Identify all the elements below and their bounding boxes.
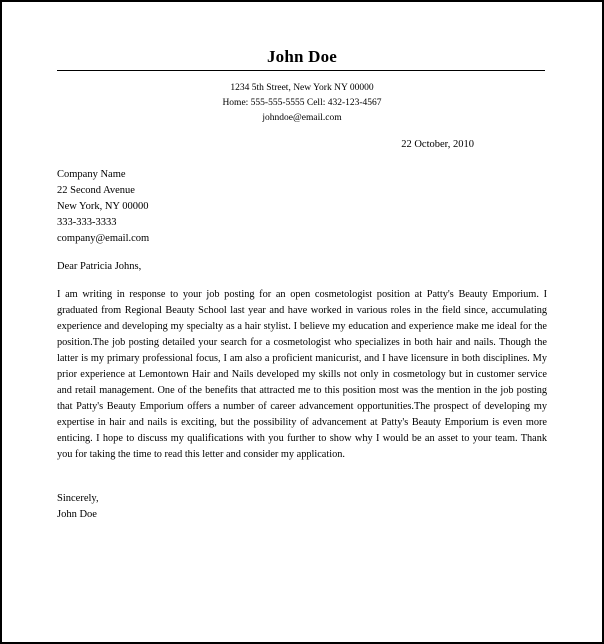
recipient-company: Company Name bbox=[57, 169, 126, 180]
recipient-email: company@email.com bbox=[57, 233, 150, 244]
sender-name-heading: John Doe bbox=[266, 47, 338, 66]
sender-email: johndoe@email.com bbox=[262, 113, 342, 123]
letter-body-paragraph: I am writing in response to your job posting for an open cosmetologist position at Patty's Beauty Emporium. I graduated from Regional Beauty School last year and have worked in various roles in the field since, accumulating experience and developing my specialty as a hair stylist. I believe my education and experience make me ideal for the position.The job posting detailed your search for a cosmetologist who specializes in both hair and nails. Though the latter is my primary professional focus, I am also a proficient manicurist, and I have licensure in both disciplines. My prior experience at Lemontown Hair and Nails developed my skills not only in cosmetology but in customer service and retail management. One of the benefits that attracted me to this position most was the mention in the job posting that Patty's Beauty Emporium offers a number of career advancement opportunities.The prospect of developing my expertise in hair and nails is exciting, but the possibility of advancement at Patty's Beauty Emporium is even more enticing. I hope to discuss my qualifications with you further to show why I would be an asset to your team. Thank you for taking the time to read this letter and consider my application. bbox=[57, 289, 547, 460]
letter-date: 22 October, 2010 bbox=[401, 139, 474, 150]
sender-address: 1234 5th Street, New York NY 00000 bbox=[230, 83, 374, 93]
closing-block bbox=[57, 491, 99, 523]
header-divider bbox=[57, 70, 545, 71]
recipient-street: 22 Second Avenue bbox=[57, 185, 135, 196]
closing-phrase: Sincerely, bbox=[57, 493, 99, 504]
recipient-phone: 333-333-3333 bbox=[57, 217, 117, 228]
recipient-block bbox=[57, 167, 149, 247]
signature-name: John Doe bbox=[57, 509, 97, 520]
recipient-city: New York, NY 00000 bbox=[57, 201, 149, 212]
salutation: Dear Patricia Johns, bbox=[57, 261, 142, 272]
sender-contact-block bbox=[2, 81, 602, 126]
sender-phones: Home: 555-555-5555 Cell: 432-123-4567 bbox=[222, 98, 382, 108]
